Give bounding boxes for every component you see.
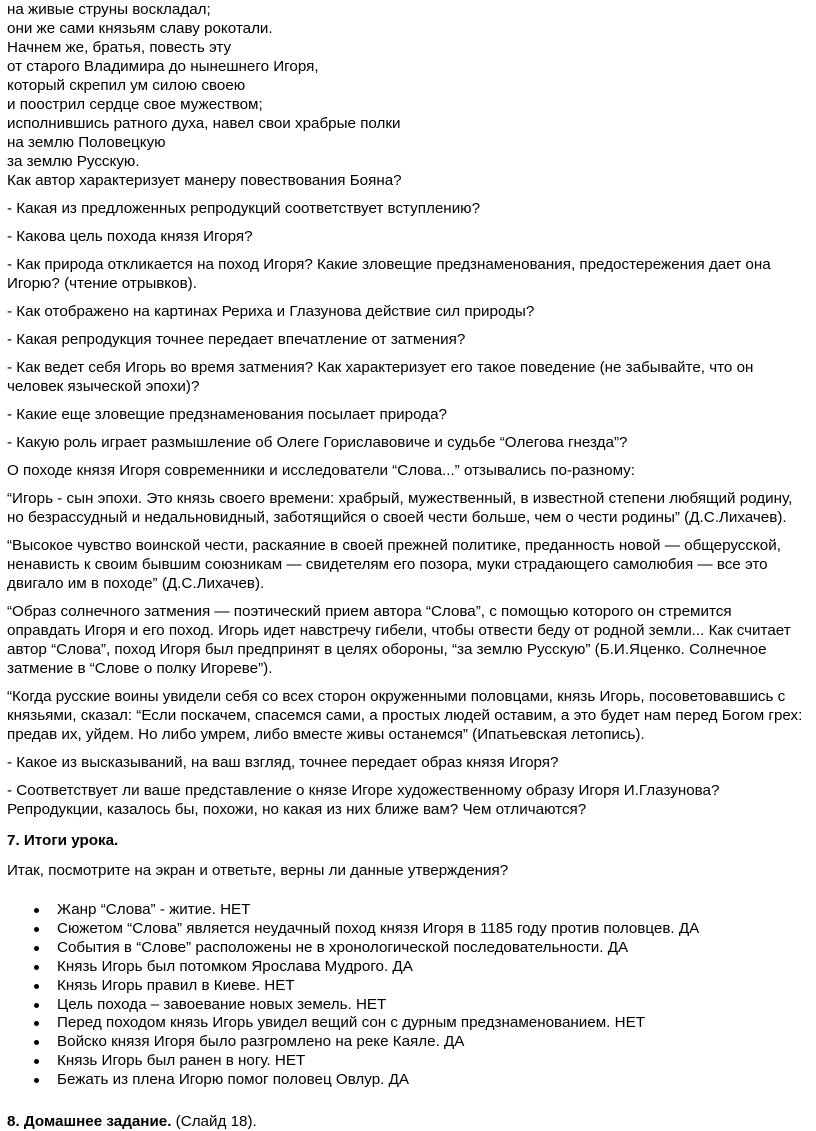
list-item: Бежать из плена Игорю помог половец Овлур. ДА xyxy=(7,1071,807,1090)
poem-line: Начнем же, братья, повесть эту xyxy=(7,39,232,56)
quote-paragraph: “Образ солнечного затмения — поэтический прием автора “Слова”, с помощью которого он стремится оправдать Игоря и его поход. Игорь идет навстречу гибели, чтобы отвести беду от родной земли... Как считает автор “Слова”, поход Игоря был предпринят в целях обороны, “за землю Русскую” (Б.И.Яценко. Солнечное затмение в “Слове о полку Игореве”). xyxy=(7,603,791,677)
question-paragraph: - Какие еще зловещие предзнаменования посылает природа? xyxy=(7,406,447,423)
poem-question: Как автор характеризует манеру повествования Бояна? xyxy=(7,172,402,189)
section-8-heading: 8. Домашнее задание. xyxy=(7,1113,172,1131)
question-paragraph: - Какую роль играет размышление об Олеге Гориславовиче и судьбе “Олегова гнезда”? xyxy=(7,434,628,451)
poem-line: на землю Половецкую xyxy=(7,134,166,151)
poem-line: на живые струны воскладал; xyxy=(7,1,211,18)
question-paragraph: - Какая из предложенных репродукций соответствует вступлению? xyxy=(7,200,481,217)
poem-line: от старого Владимира до нынешнего Игоря, xyxy=(7,58,319,75)
question-paragraph: - Какое из высказываний, на ваш взгляд, точнее передает образ князя Игоря? xyxy=(7,754,559,771)
poem-line: за землю Русскую. xyxy=(7,153,140,170)
intro-paragraph: О походе князя Игоря современники и исследователи “Слова...” отзывались по-разному: xyxy=(7,462,635,479)
list-item: Перед походом князь Игорь увидел вещий сон с дурным предзнаменованием. НЕТ xyxy=(7,1014,807,1033)
quote-paragraph: “Высокое чувство воинской чести, раскаяние в своей прежней политике, преданность новой — общерусской, ненависть к своим бывшим союзникам — свидетелям его позора, муки страдающего самолюбия — все это двигало им в походе” (Д.С.Лихачев). xyxy=(7,537,781,592)
list-item: Цель похода – завоевание новых земель. НЕТ xyxy=(7,996,807,1015)
question-paragraph: - Как отображено на картинах Рериха и Глазунова действие сил природы? xyxy=(7,303,535,320)
poem-line: исполнившись ратного духа, навел свои храбрые полки xyxy=(7,115,401,132)
section-8-note: (Слайд 18). xyxy=(171,1113,257,1131)
list-item: Жанр “Слова” - житие. НЕТ xyxy=(7,901,807,920)
poem-line: и поострил сердце свое мужеством; xyxy=(7,96,263,113)
poem-line: который скрепил ум силою своею xyxy=(7,77,246,94)
quote-paragraph: “Когда русские воины увидели себя со всех сторон окруженными половцами, князь Игорь, посоветовавшись с князьями, сказал: “Если поскачем, спасемся сами, а простых людей оставим, а это будет нам перед Богом грех: предав их, уйдем. Но либо умрем, либо вместе живы останемся” (Ипатьевская летопись). xyxy=(7,688,803,743)
question-paragraph: - Как природа откликается на поход Игоря? Какие зловещие предзнаменования, предостережения дает она Игорю? (чтение отрывков). xyxy=(7,256,771,292)
list-item: Князь Игорь правил в Киеве. НЕТ xyxy=(7,977,807,996)
poem-excerpt xyxy=(7,0,807,190)
section-7-heading: 7. Итоги урока. xyxy=(7,832,119,849)
list-item: Сюжетом “Слова” является неудачный поход князя Игоря в 1185 году против половцев. ДА xyxy=(7,920,807,939)
question-paragraph: - Как ведет себя Игорь во время затмения? Как характеризует его такое поведение (не забывайте, что он человек языческой эпохи)? xyxy=(7,359,754,395)
statement-list xyxy=(7,901,807,1090)
quote-paragraph: “Игорь - сын эпохи. Это князь своего времени: храбрый, мужественный, в известной степени любящий родину, но безрассудный и недальновидный, заботящийся о своей чести больше, чем о чести родины” (Д.С.Лихачев). xyxy=(7,490,793,526)
list-item: Князь Игорь был потомком Ярослава Мудрого. ДА xyxy=(7,958,807,977)
document-page xyxy=(7,0,807,1131)
question-paragraph: - Какова цель похода князя Игоря? xyxy=(7,228,253,245)
list-item: Князь Игорь был ранен в ногу. НЕТ xyxy=(7,1052,807,1071)
question-paragraph: - Соответствует ли ваше представление о князе Игоре художественному образу Игоря И.Глазунова? Репродукции, казалось бы, похожи, но какая из них ближе вам? Чем отличаются? xyxy=(7,782,720,818)
question-paragraph: - Какая репродукция точнее передает впечатление от затмения? xyxy=(7,331,466,348)
poem-line: они же сами князьям славу рокотали. xyxy=(7,20,273,37)
section-7-intro: Итак, посмотрите на экран и ответьте, верны ли данные утверждения? xyxy=(7,862,509,879)
list-item: Войско князя Игоря было разгромлено на реке Каяле. ДА xyxy=(7,1033,807,1052)
section-8-paragraph xyxy=(7,1112,807,1131)
list-item: События в “Слове” расположены не в хронологической последовательности. ДА xyxy=(7,939,807,958)
